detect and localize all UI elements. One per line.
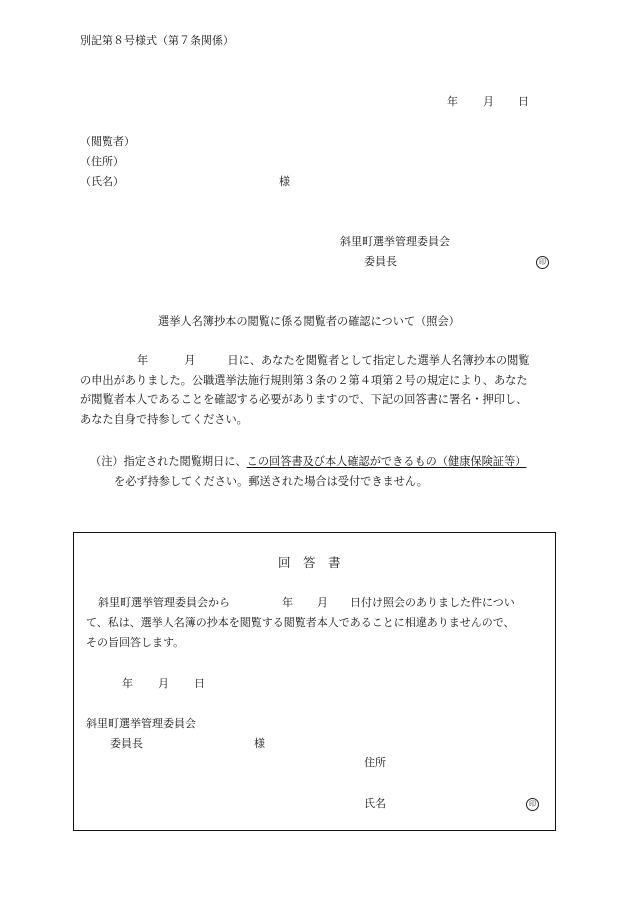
reply-to-title: 委員長 (110, 737, 143, 750)
body-line-2: の申出がありました。公職選挙法施行規則第３条の２第４項第２号の規定により、あなた (80, 373, 528, 387)
date-year-label: 年 (447, 95, 458, 108)
body-line-1: 年 月 日に、あなたを閲覧者として指定した選挙人名簿抄本の閲覧 (137, 354, 530, 367)
body-paragraph (80, 351, 554, 429)
recipient-viewer-label: （閲覧者） (80, 135, 135, 148)
seal-mark: 印 (526, 798, 539, 811)
reply-year-label: 年 (282, 596, 293, 609)
reply-form-box (73, 532, 556, 831)
reply-date-day: 日 (194, 677, 205, 690)
document-title: 選挙人名簿抄本の閲覧に係る閲覧者の確認について（照会） (158, 315, 460, 328)
note-line-2: を必ず持参してください。郵送された場合は受付できません。 (114, 475, 428, 488)
recipient-honorific: 様 (279, 175, 290, 188)
reply-to-honorific: 様 (254, 737, 265, 750)
reply-line-3: その旨回答します。 (86, 636, 185, 649)
recipient-name-label: （氏名） (80, 175, 124, 188)
body-year-label: 年 (137, 354, 149, 367)
reply-date-month: 月 (158, 677, 169, 690)
seal-mark: 印 (536, 256, 549, 269)
sender-title: 委員長 (364, 255, 397, 268)
note-underlined: この回答書及び本人確認ができるもの（健康保険証等） (246, 455, 527, 468)
date-day-label: 日 (518, 95, 529, 108)
reply-address-label: 住所 (364, 756, 386, 769)
date-month-label: 月 (483, 95, 494, 108)
reply-to-org: 斜里町選挙管理委員会 (86, 717, 196, 730)
recipient-address-label: （住所） (80, 155, 124, 168)
reply-month-label: 月 (317, 596, 328, 609)
note-line-1: （注）指定された閲覧期日に、この回答書及び本人確認ができるもの（健康保険証等） (90, 455, 527, 468)
reply-name-label: 氏名 (364, 797, 386, 810)
body-line-4: あなた自身で持参してください。 (80, 412, 248, 426)
reply-line-1: 斜里町選挙管理委員会から 年 月 日付け照会のありました件につい (98, 596, 515, 609)
reply-line-2: て、私は、選挙人名簿の抄本を閲覧する閲覧者本人であることに相違ありませんので、 (86, 616, 515, 629)
form-label: 別記第８号様式（第７条関係） (80, 34, 234, 47)
reply-date-year: 年 (122, 677, 133, 690)
sender-org: 斜里町選挙管理委員会 (340, 235, 450, 248)
body-line-3: が閲覧者本人であることを確認する必要がありますので、下記の回答書に署名・押印し、 (80, 393, 528, 406)
body-month-label: 月 (184, 354, 196, 367)
reply-heading: 回 答 書 (278, 555, 341, 570)
